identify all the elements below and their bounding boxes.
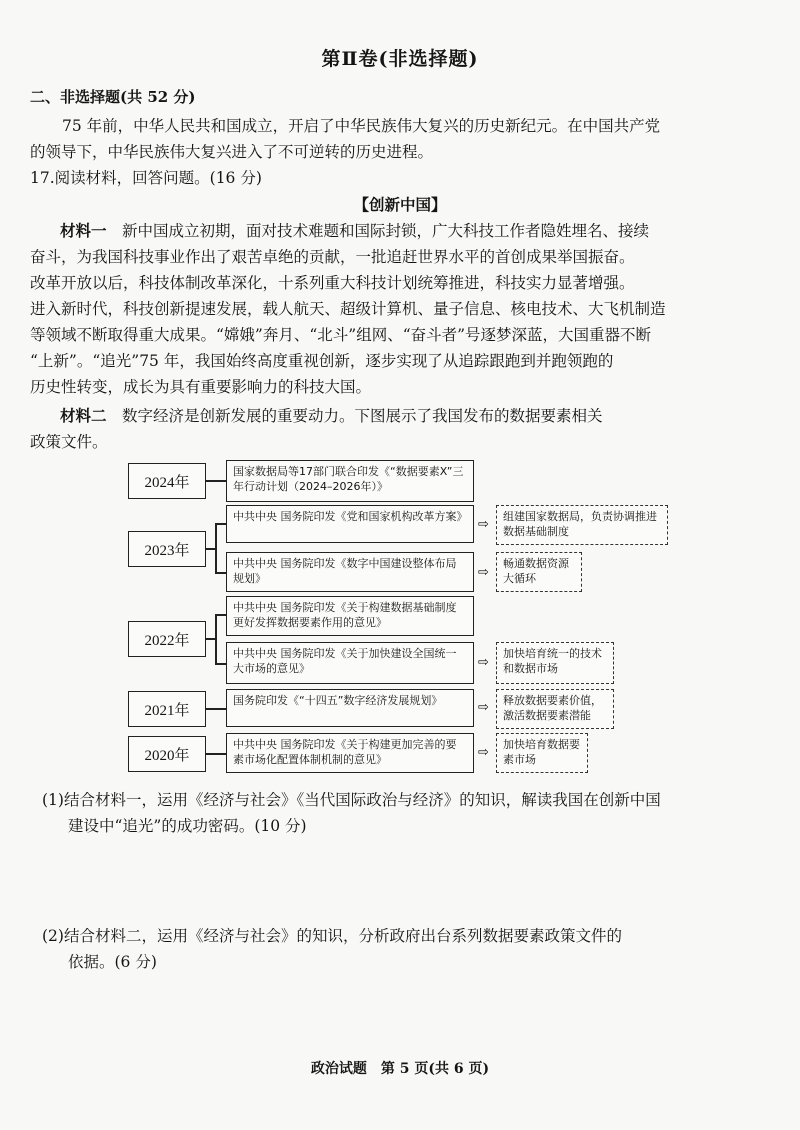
year-box-2023: 2023年 bbox=[128, 531, 206, 567]
question-2-line-1: (2)结合材料二，运用《经济与社会》的知识，分析政府出台系列数据要素政策文件的 bbox=[42, 927, 622, 945]
connector bbox=[206, 480, 226, 482]
material-2-first-line bbox=[60, 404, 603, 426]
connector bbox=[215, 614, 217, 664]
material-heading: 【创新中国】 bbox=[353, 195, 447, 214]
material-1-line-3: 改革开放以后，科技体制改革深化，十系列重大科技计划统筹推进，科技实力显著增强。 bbox=[30, 274, 635, 292]
material-1-line-5: 等领域不断取得重大成果。“嫦娥”奔月、“北斗”组网、“奋斗者”号逐梦深蓝，大国重器不断 bbox=[30, 326, 652, 344]
result-box-2023-data-bureau: 组建国家数据局，负责协调推进数据基础制度 bbox=[496, 505, 668, 545]
material-1-first-line bbox=[60, 219, 649, 241]
year-box-2020: 2020年 bbox=[128, 736, 206, 772]
material-2-label: 材料二 bbox=[60, 406, 107, 425]
result-box-2021-value: 释放数据要素价值，激活数据要素潜能 bbox=[496, 689, 614, 729]
material-1-label: 材料一 bbox=[60, 221, 107, 240]
connector bbox=[215, 523, 217, 573]
material-2-line-1: 数字经济是创新发展的重要动力。下图展示了我国发布的数据要素相关 bbox=[122, 407, 603, 425]
connector bbox=[215, 572, 226, 574]
result-box-2020-market: 加快培育数据要素市场 bbox=[496, 733, 588, 773]
material-1-line-6: “上新”。“追光”75 年，我国始终高度重视创新，逐步实现了从追踪跟跑到并跑领跑的 bbox=[30, 352, 614, 370]
arrow-right-icon: ⇨ bbox=[478, 565, 489, 580]
material-1-line-2: 奋斗，为我国科技事业作出了艰苦卓绝的贡献，一批追赶世界水平的首创成果举国振奋。 bbox=[30, 248, 635, 266]
question-2-line-2: 依据。(6 分) bbox=[68, 953, 157, 971]
policy-doc-2023-reform: 中共中央 国务院印发《党和国家机构改革方案》 bbox=[226, 505, 474, 543]
connector bbox=[215, 663, 226, 665]
page-footer: 政治试题 第 5 页(共 6 页) bbox=[310, 1061, 490, 1077]
arrow-right-icon: ⇨ bbox=[478, 655, 489, 670]
material-2-line-2: 政策文件。 bbox=[30, 433, 108, 451]
arrow-right-icon: ⇨ bbox=[478, 517, 489, 532]
year-box-2024: 2024年 bbox=[128, 463, 206, 499]
material-1-line-4: 进入新时代，科技创新提速发展，载人航天、超级计算机、量子信息、核电技术、大飞机制造 bbox=[30, 300, 666, 318]
connector bbox=[206, 708, 226, 710]
intro-line-1: 75 年前，中华人民共和国成立，开启了中华民族伟大复兴的历史新纪元。在中国共产党 bbox=[62, 117, 661, 135]
policy-doc-2023-digital-china: 中共中央 国务院印发《数字中国建设整体布局规划》 bbox=[226, 552, 474, 592]
connector bbox=[215, 614, 226, 616]
arrow-right-icon: ⇨ bbox=[478, 745, 489, 760]
policy-doc-2022-unified-market: 中共中央 国务院印发《关于加快建设全国统一大市场的意见》 bbox=[226, 642, 474, 684]
question-1-line-2: 建设中“追光”的成功密码。(10 分) bbox=[68, 817, 307, 835]
connector bbox=[206, 753, 226, 755]
page-title: 第Ⅱ卷(非选择题) bbox=[321, 48, 479, 70]
section-heading: 二、非选择题(共 52 分) bbox=[30, 88, 196, 106]
policy-doc-2022-data-foundation: 中共中央 国务院印发《关于构建数据基础制度更好发挥数据要素作用的意见》 bbox=[226, 596, 474, 636]
year-box-2022: 2022年 bbox=[128, 621, 206, 657]
question-1-line-1: (1)结合材料一，运用《经济与社会》《当代国际政治与经济》的知识，解读我国在创新中国 bbox=[42, 791, 661, 809]
question-17: 17.阅读材料，回答问题。(16 分) bbox=[30, 169, 262, 187]
policy-doc-2020: 中共中央 国务院印发《关于构建更加完善的要素市场化配置体制机制的意见》 bbox=[226, 733, 474, 773]
policy-doc-2024: 国家数据局等17部门联合印发《“数据要素X”三年行动计划（2024–2026年）》 bbox=[226, 460, 474, 502]
arrow-right-icon: ⇨ bbox=[478, 700, 489, 715]
policy-doc-2021: 国务院印发《“十四五”数字经济发展规划》 bbox=[226, 689, 474, 727]
connector bbox=[215, 523, 226, 525]
result-box-2023-data-cycle: 畅通数据资源大循环 bbox=[496, 552, 582, 592]
year-box-2021: 2021年 bbox=[128, 691, 206, 727]
material-1-line-1: 新中国成立初期，面对技术难题和国际封锁，广大科技工作者隐姓埋名、接续 bbox=[122, 222, 650, 240]
result-box-2022-market: 加快培育统一的技术和数据市场 bbox=[496, 642, 614, 684]
material-1-line-7: 历史性转变，成长为具有重要影响力的科技大国。 bbox=[30, 378, 372, 396]
intro-line-2: 的领导下，中华民族伟大复兴进入了不可逆转的历史进程。 bbox=[30, 143, 434, 161]
